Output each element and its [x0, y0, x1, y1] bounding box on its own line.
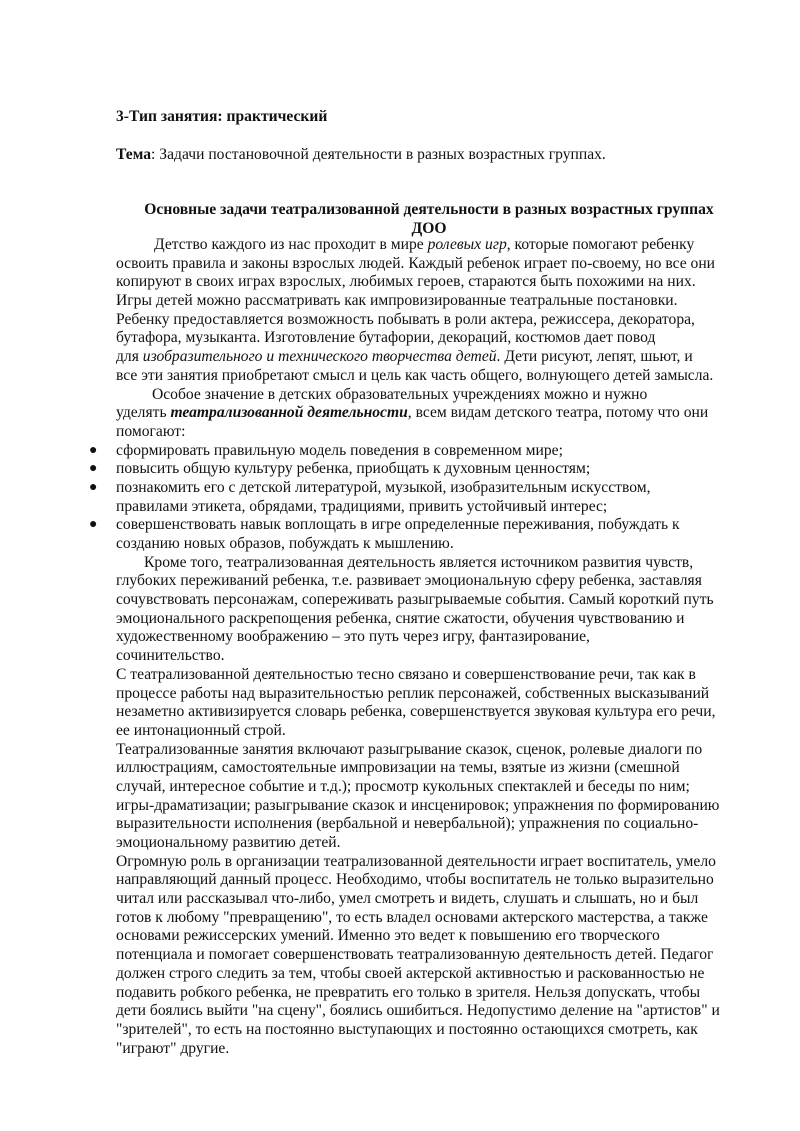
document-body [89, 236, 742, 1058]
text-line: Игры детей можно рассматривать как импровизированные театральные постановки. [116, 292, 678, 310]
text-line: основами режиссерских умений. Именно это ведет к повышению его творческого [116, 927, 660, 945]
section-title [116, 201, 742, 238]
text-line: Особое значение в детских образовательных учреждениях можно и нужно [152, 385, 648, 403]
paragraph-activities [116, 741, 742, 853]
text-line: иллюстрациям, самостоятельные импровизации на темы, взятые из жизни (смешной [116, 759, 680, 777]
text-line: случай, интересное событие и т.д.); просмотр кукольных спектаклей и беседы по ним; [116, 777, 690, 795]
text-line: "зрителей", то есть на постоянно выступающих и постоянно остающихся смотреть, как [116, 1020, 698, 1038]
list-item [89, 460, 742, 479]
text-line: познакомить его с детской литературой, музыкой, изобразительным искусством, [116, 478, 651, 496]
text-line: игры-драматизации; разыгрывание сказок и инсценировок; упражнения по формированию [116, 796, 720, 814]
text-line: бутафора, музыканта. Изготовление бутафории, декораций, костюмов дает повод [116, 329, 656, 347]
text-line: направляющий данный процесс. Необходимо, чтобы воспитатель не только выразительно [116, 871, 714, 889]
paragraph-teacher-role [116, 853, 742, 1059]
lesson-type-heading: 3-Тип занятия: практический [116, 108, 328, 125]
text-line [116, 348, 742, 367]
list-item [89, 516, 742, 553]
text-line: процессе работы над выразительностью реплик персонажей, собственных высказываний [116, 684, 710, 702]
text-line: должен строго следить за тем, чтобы своей актерской активностью и раскованностью не [116, 964, 705, 982]
text-line: сформировать правильную модель поведения в современном мире; [116, 441, 563, 459]
text-line: художественному воображению – это путь через игру, фантазирование, [116, 628, 590, 646]
text-line: все эти занятия приобретают смысл и цель как часть общего, волнующего детей замысла. [116, 366, 714, 384]
bullet-icon: ● [89, 517, 98, 533]
text-line: читал или рассказывал что-либо, умел смотреть и видеть, слушать и слышать, но и был [116, 890, 699, 908]
text-line: потенциала и помогает совершенствовать театрализованную деятельность детей. Педагог [116, 946, 714, 964]
paragraph-feelings [116, 554, 742, 666]
text-line: совершенствовать навык воплощать в игре определенные переживания, побуждать к [116, 516, 680, 534]
bold-italic-term: театрализованной деятельности [170, 404, 408, 422]
text-line: С театрализованной деятельностью тесно связано и совершенствование речи, так как в [116, 665, 696, 683]
topic-label: Тема [116, 146, 152, 163]
text-line: Ребенку предоставляется возможность побывать в роли актера, режиссера, декоратора, [116, 310, 695, 328]
text-line: повысить общую культуру ребенка, приобщать к духовным ценностям; [116, 460, 591, 478]
paragraph-intro [116, 236, 742, 386]
paragraph-importance [116, 386, 742, 442]
text-line: сочувствовать персонажам, сопереживать разыгрываемые события. Самый короткий путь [116, 591, 714, 609]
text-line: незаметно активизируется словарь ребенка, совершенствуется звуковая культура его речи, [116, 703, 716, 721]
text-line: выразительности исполнения (вербальной и невербальной); упражнения по социально- [116, 815, 699, 833]
text-line: эмоционального раскрепощения ребенка, снятие сжатости, обучения чувствованию и [116, 609, 685, 627]
section-title-line: ДОО [411, 219, 447, 237]
text-line: ее интонационный строй. [116, 721, 286, 739]
text-line: подавить робкого ребенка, не превратить его только в зрителя. Нельзя допускать, чтобы [116, 983, 701, 1001]
text-run: , которые помогают ребенку [506, 236, 695, 253]
text-line: помогают: [116, 422, 186, 440]
list-item [89, 441, 742, 461]
text-line: готов к любому "превращению", то есть владел основами актерского мастерства, а также [116, 908, 708, 926]
topic-text: : Задачи постановочной деятельности в разных возрастных группах. [151, 146, 606, 163]
bullet-icon: ● [89, 479, 98, 495]
list-item [89, 478, 742, 516]
text-line [116, 236, 742, 255]
text-line: Театрализованные занятия включают разыгрывание сказок, сценок, ролевые диалоги по [116, 740, 703, 758]
text-run: уделять [116, 404, 171, 422]
text-line: копируют в своих играх взрослых, любимых героев, стараются быть похожими на них. [116, 273, 696, 291]
section-title-line: Основные задачи театрализованной деятельности в разных возрастных группах [144, 201, 714, 218]
text-line: дети боялись выйти "на сцену", боялись ошибиться. Недопустимо деление на "артистов" и [116, 1002, 720, 1020]
text-run: Детство каждого из нас проходит в мире [154, 236, 428, 253]
topic-line [116, 146, 606, 165]
text-line [116, 404, 742, 423]
bullet-icon: ● [89, 442, 98, 458]
text-run: для [116, 348, 143, 366]
text-line: эмоциональному развитию детей. [116, 834, 341, 851]
text-line: освоить правила и законы взрослых людей. Каждый ребенок играет по-своему, но все они [116, 254, 716, 272]
text-line: сочинительство. [116, 647, 225, 665]
bullet-list [89, 441, 742, 554]
italic-term: изобразительного и технического творчества детей [142, 348, 497, 366]
text-line: Огромную роль в организации театрализованной деятельности играет воспитатель, умело [116, 852, 716, 870]
text-run: , всем видам детского театра, потому что они [407, 404, 709, 422]
text-line: Кроме того, театрализованная деятельность является источником развития чувств, [144, 553, 694, 571]
paragraph-speech [116, 666, 742, 741]
bullet-icon: ● [89, 461, 98, 477]
text-run: . Дети рисуют, лепят, шьют, и [496, 348, 693, 366]
text-line: созданию новых образов, побуждать к мышлению. [116, 535, 454, 552]
text-line: "играют" другие. [116, 1039, 230, 1057]
italic-term: ролевых игр [427, 236, 507, 253]
text-line: правилами этикета, обрядами, традициями, привить устойчивый интерес; [116, 497, 608, 515]
text-line: глубоких переживаний ребенка, т.е. развивает эмоциональную сферу ребенка, заставляя [116, 572, 702, 590]
